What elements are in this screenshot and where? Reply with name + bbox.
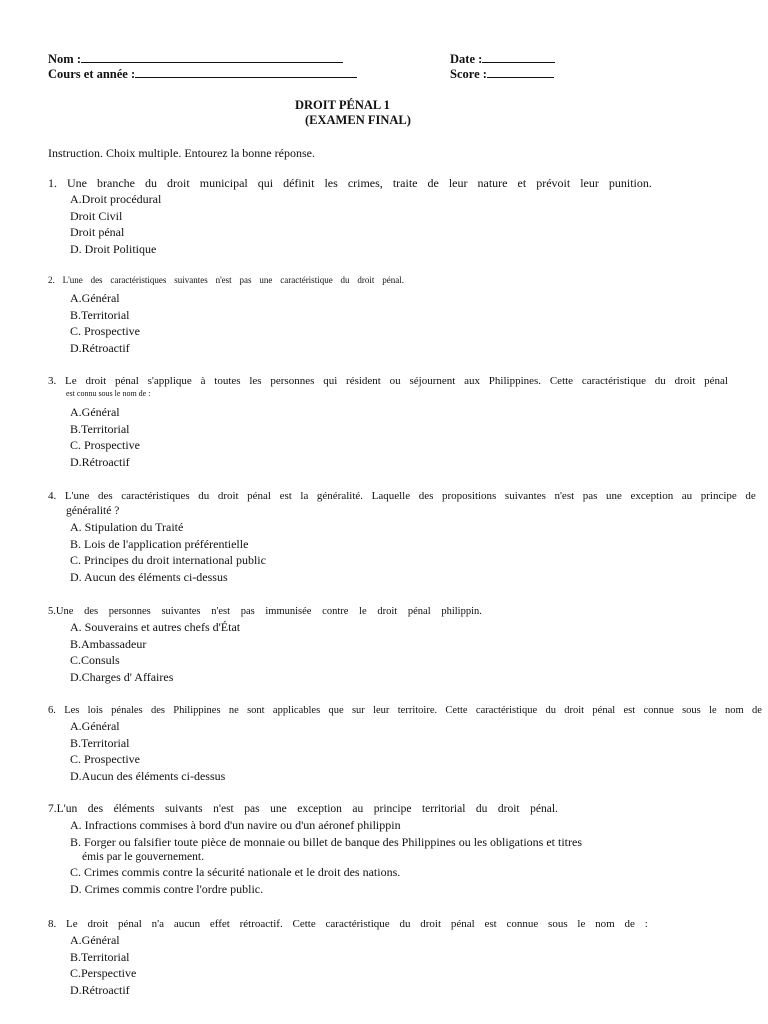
option-a[interactable]: A.Général <box>70 405 120 419</box>
score-label: Score : <box>450 67 487 81</box>
question-stem-continued: est connu sous le nom de : <box>66 389 151 398</box>
question-5 <box>48 604 760 685</box>
option-b[interactable]: Droit Civil <box>70 208 123 223</box>
question-2 <box>48 274 760 356</box>
title-line-2: (EXAMEN FINAL) <box>305 113 411 127</box>
option-b[interactable]: B.Territorial <box>70 307 130 322</box>
student-info-block <box>48 52 357 82</box>
option-a[interactable]: A.Général <box>70 719 120 733</box>
option-d[interactable]: D.Charges d' Affaires <box>70 669 174 684</box>
option-c[interactable]: C. Prospective <box>70 752 140 766</box>
option-a[interactable]: A. Infractions commises à bord d'un navire ou d'un aéronef philippin <box>70 818 401 832</box>
option-c[interactable]: C. Crimes commis contre la sécurité nationale et le droit des nations. <box>70 865 401 879</box>
option-d[interactable]: D. Aucun des éléments ci-dessus <box>70 569 228 584</box>
question-stem: 1. Une branche du droit municipal qui définit les crimes, traite de leur nature et prévoit leur punition. <box>48 176 652 190</box>
date-row <box>450 52 555 67</box>
option-c[interactable]: C.Consuls <box>70 653 120 667</box>
option-b[interactable]: B. Forger ou falsifier toute pièce de monnaie ou billet de banque des Philippines ou les obligations et titres <box>70 834 583 849</box>
question-8 <box>48 917 760 998</box>
nom-row <box>48 52 357 67</box>
option-a[interactable]: A.Général <box>70 291 120 305</box>
score-row <box>450 67 555 82</box>
option-d[interactable]: D.Aucun des éléments ci-dessus <box>70 768 226 783</box>
question-stem: 7.L'un des éléments suivants n'est pas une exception au principe territorial du droit pénal. <box>48 803 558 815</box>
option-a[interactable]: A. Stipulation du Traité <box>70 520 184 534</box>
question-stem: 8. Le droit pénal n'a aucun effet rétroactif. Cette caractéristique du droit pénal est connue sous le nom de : <box>48 918 648 930</box>
question-stem: 6. Les lois pénales des Philippines ne sont applicables que sur leur territoire. Cette caractéristique du droit pénal est connue sous le nom de <box>48 705 762 716</box>
option-d[interactable]: D.Rétroactif <box>70 454 130 469</box>
option-c[interactable]: C.Perspective <box>70 966 137 980</box>
question-3 <box>48 374 760 470</box>
option-c[interactable]: Droit pénal <box>70 225 125 239</box>
option-a[interactable]: A. Souverains et autres chefs d'État <box>70 620 241 634</box>
cours-label: Cours et année : <box>48 67 136 81</box>
score-field[interactable] <box>487 67 554 78</box>
option-c[interactable]: C. Prospective <box>70 438 140 452</box>
option-c[interactable]: C. Principes du droit international public <box>70 553 266 567</box>
cours-row <box>48 67 357 82</box>
option-b[interactable]: B. Lois de l'application préférentielle <box>70 536 249 551</box>
option-d[interactable]: D.Rétroactif <box>70 340 130 355</box>
date-score-block <box>450 52 555 82</box>
nom-field[interactable] <box>81 52 343 63</box>
option-d[interactable]: D. Droit Politique <box>70 241 157 256</box>
option-b[interactable]: B.Territorial <box>70 949 130 964</box>
date-label: Date : <box>450 52 483 66</box>
question-stem: 3. Le droit pénal s'applique à toutes les personnes qui résident ou séjournent aux Philippines. Cette caractéristique du droit pénal <box>48 375 728 387</box>
option-d[interactable]: D. Crimes commis contre l'ordre public. <box>70 881 264 896</box>
question-1 <box>48 176 760 257</box>
option-a[interactable]: A.Droit procédural <box>70 192 162 206</box>
question-stem: 2. L'une des caractéristiques suivantes n'est pas une caractéristique du droit pénal. <box>48 275 404 285</box>
question-stem-continued: généralité ? <box>66 505 120 517</box>
option-c[interactable]: C. Prospective <box>70 324 140 338</box>
question-6 <box>48 703 760 784</box>
option-b[interactable]: B.Ambassadeur <box>70 636 147 651</box>
option-b[interactable]: B.Territorial <box>70 421 130 436</box>
question-7 <box>48 802 760 897</box>
option-d[interactable]: D.Rétroactif <box>70 982 130 997</box>
title-line-1: DROIT PÉNAL 1 <box>295 98 390 112</box>
option-a[interactable]: A.Général <box>70 933 120 947</box>
option-b-continued: émis par le gouvernement. <box>82 851 204 863</box>
nom-label: Nom : <box>48 52 81 66</box>
option-b[interactable]: B.Territorial <box>70 735 130 750</box>
cours-field[interactable] <box>135 67 357 78</box>
instruction-text: Instruction. Choix multiple. Entourez la bonne réponse. <box>48 146 315 160</box>
date-field[interactable] <box>482 52 555 63</box>
question-4 <box>48 489 760 585</box>
question-stem: 5.Une des personnes suivantes n'est pas immunisée contre le droit pénal philippin. <box>48 606 482 617</box>
question-stem: 4. L'une des caractéristiques du droit pénal est la généralité. Laquelle des propositions suivantes n'est pas une exception au principe de <box>48 490 756 502</box>
